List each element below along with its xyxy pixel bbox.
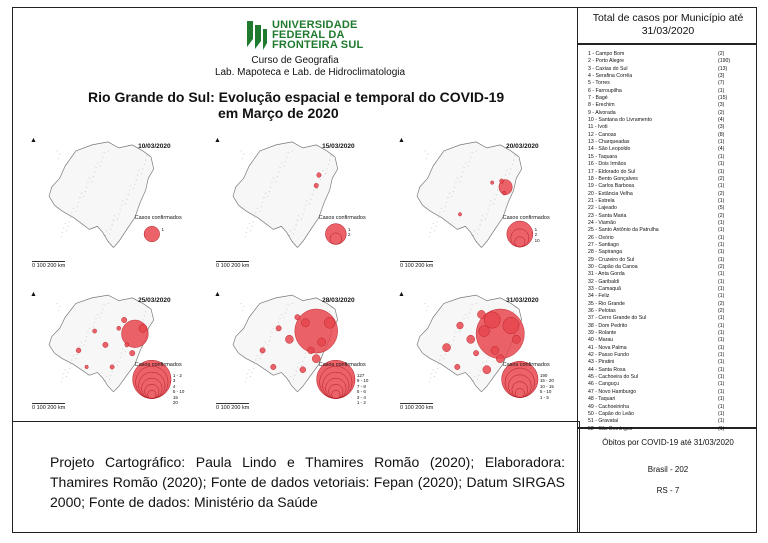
municipality-count: (2) (718, 175, 725, 182)
municipality-count: (1) (718, 366, 725, 373)
legend-value: 10 (534, 237, 540, 243)
legend-value: 9 - 10 (356, 378, 369, 384)
municipality-row (588, 301, 740, 308)
obitos-block (580, 434, 756, 495)
north-arrow-icon: ▲ (398, 137, 405, 144)
municipality-row (588, 66, 740, 73)
municipality-row (588, 404, 740, 411)
municipality-row (588, 154, 740, 161)
municipality-row (588, 286, 740, 293)
scale-bar: 0 100 200 km (32, 263, 66, 269)
municipality-row (588, 183, 740, 190)
municipality-name: 24 - Viamão (588, 219, 616, 226)
map-panel (212, 287, 384, 417)
municipality-name: 42 - Passo Fundo (588, 352, 629, 359)
legend-value: 20 (172, 400, 178, 406)
municipality-count: (3) (718, 102, 725, 109)
municipality-row (588, 381, 740, 388)
municipality-row (588, 308, 740, 315)
municipality-name: 8 - Erechim (588, 102, 615, 109)
municipality-count: (1) (718, 418, 725, 425)
municipality-name: 7 - Bagé (588, 95, 608, 102)
case-bubble (295, 309, 338, 353)
legend-value: 15 (172, 394, 178, 400)
municipality-name: 47 - Novo Hamburgo (588, 388, 637, 395)
scale-bar: 0 100 200 km (32, 405, 66, 411)
municipality-name: 19 - Carlos Barbosa (588, 183, 635, 190)
municipality-count: (1) (718, 234, 725, 241)
municipality-row (588, 389, 740, 396)
municipality-row (588, 323, 740, 330)
municipality-count: (1) (718, 286, 725, 292)
municipality-count: (1) (718, 315, 725, 322)
municipality-row (588, 102, 740, 109)
municipality-count: (1) (718, 359, 725, 366)
municipality-name: 49 - Cachoeirinha (588, 403, 629, 410)
municipality-name: 5 - Torres (588, 80, 610, 87)
municipality-name: 23 - Santa Maria (588, 212, 627, 219)
municipality-row (588, 426, 740, 433)
municipality-count: (2) (718, 308, 725, 315)
municipality-count: (2) (718, 263, 725, 270)
panel-date: 10/03/2020 (138, 143, 171, 150)
case-bubble (125, 343, 129, 347)
municipality-name: 29 - Cruzeiro do Sul (588, 256, 635, 263)
north-arrow-icon: ▲ (398, 291, 405, 298)
obitos-rs: RS - 7 (656, 486, 680, 495)
north-arrow-icon: ▲ (214, 291, 221, 298)
municipality-row (588, 132, 740, 139)
municipality-count: (1) (718, 337, 725, 344)
legend-value: 5 - 10 (172, 389, 185, 395)
municipality-name: 28 - Sapiranga (588, 249, 623, 256)
municipality-count: (1) (718, 227, 725, 234)
rs-map (212, 133, 384, 275)
municipality-name: 48 - Taquari (588, 396, 616, 403)
legend-value: 1 - 5 (539, 394, 549, 400)
municipality-count: (1) (718, 396, 725, 403)
municipality-count: (1) (718, 168, 725, 175)
legend-value: 1 - 2 (172, 372, 182, 378)
panel-date: 25/03/2020 (138, 297, 171, 304)
state-outline (233, 142, 338, 248)
municipality-name: 30 - Capão da Canoa (588, 263, 638, 270)
municipality-count: (2) (718, 109, 725, 116)
case-bubble (443, 343, 451, 351)
rs-map (396, 133, 568, 275)
municipality-row (588, 345, 740, 352)
municipality-count: (1) (718, 388, 725, 395)
municipality-name: 44 - Santa Rosa (588, 366, 626, 373)
credits-text: Projeto Cartográfico: Paula Lindo e Thamires Romão (2020); Elaboradora: Thamires Romão (2020); Fonte de dados vetoriais: Fepan (2020); Datum SIRGAS 2000; Fonte de dados: Ministério da Saúde (50, 454, 565, 510)
municipality-count: (15) (718, 95, 728, 102)
municipality-list (588, 51, 740, 433)
municipality-name: 13 - Charqueadas (588, 139, 630, 146)
municipality-row (588, 242, 740, 249)
map-panel (28, 133, 200, 275)
legend-value: 1 (534, 226, 538, 232)
municipality-count: (2) (718, 212, 725, 219)
municipality-name: 11 - Ivoti (588, 124, 608, 131)
municipality-count: (1) (718, 139, 725, 146)
municipality-count: (1) (718, 219, 725, 226)
course-label: Curso de Geografia (251, 55, 339, 66)
case-bubble (491, 346, 499, 354)
north-arrow-icon: ▲ (214, 137, 221, 144)
municipality-name: 35 - Rio Grande (588, 300, 625, 307)
municipality-count: (1) (718, 278, 725, 285)
municipality-row (588, 169, 740, 176)
municipality-row (588, 88, 740, 95)
case-bubble (317, 173, 321, 178)
municipality-count: (1) (718, 153, 725, 160)
north-arrow-icon: ▲ (30, 137, 37, 144)
municipality-row (588, 418, 740, 425)
legend-title: Casos confirmados (502, 215, 550, 222)
municipality-row (588, 249, 740, 256)
municipality-count: (7) (718, 80, 725, 87)
case-bubble (300, 367, 306, 373)
municipality-name: 20 - Estância Velha (588, 190, 633, 197)
municipality-row (588, 176, 740, 183)
municipality-count: (2) (718, 190, 725, 197)
state-outline (49, 142, 154, 248)
legend-title: Casos confirmados (318, 362, 366, 369)
municipality-row (588, 352, 740, 359)
legend-value: 1 (348, 226, 351, 232)
municipality-row (588, 227, 740, 234)
municipality-row (588, 374, 740, 381)
municipality-name: 14 - São Leopoldo (588, 146, 631, 153)
case-bubble (271, 364, 276, 370)
municipality-count: (8) (718, 131, 725, 138)
legend-value: 5 - 10 (539, 389, 552, 395)
case-bubble (117, 326, 121, 330)
municipality-name: 51 - Gravataí (588, 418, 619, 425)
municipality-row (588, 205, 740, 212)
scale-bar: 0 100 200 km (216, 263, 250, 269)
municipality-name: 25 - Santo Antônio da Patrulha (588, 227, 659, 234)
municipality-row (588, 396, 740, 403)
case-bubble (318, 338, 326, 346)
municipality-count: (1) (718, 403, 725, 410)
municipality-count: (3) (718, 73, 725, 80)
municipality-name: 4 - Serafina Corrêa (588, 73, 633, 80)
legend-value: 3 - 4 (356, 394, 366, 400)
panel-date: 28/03/2020 (322, 297, 355, 304)
case-bubble (130, 350, 135, 356)
case-bubble (139, 324, 147, 332)
municipality-name: 27 - Santiago (588, 241, 619, 248)
municipality-row (588, 293, 740, 300)
scale-bar: 0 100 200 km (216, 405, 250, 411)
municipality-count: (1) (718, 330, 725, 337)
scale-bar: 0 100 200 km (400, 263, 434, 269)
map-panel (396, 133, 568, 275)
legend-value: 1 (161, 226, 164, 232)
case-bubble (500, 179, 504, 184)
municipality-name: 18 - Bento Gonçalves (588, 175, 638, 182)
municipality-name: 3 - Caxias do Sul (588, 65, 628, 72)
municipality-name: 38 - Dom Pedrito (588, 322, 628, 329)
municipality-row (588, 337, 740, 344)
municipality-count: (1) (718, 161, 725, 168)
case-bubble (314, 183, 318, 188)
municipality-row (588, 220, 740, 227)
municipality-name: 17 - Eldorado do Sul (588, 168, 636, 175)
scale-bar: 0 100 200 km (400, 405, 434, 411)
municipality-row (588, 257, 740, 264)
case-bubble (276, 326, 281, 332)
municipality-name: 34 - Feliz (588, 293, 610, 300)
municipality-name: 10 - Santana do Livramento (588, 117, 653, 124)
case-bubble (457, 322, 464, 329)
municipality-name: 36 - Pelotas (588, 308, 616, 315)
legend-value: 190 (539, 372, 548, 378)
municipality-row (588, 330, 740, 337)
municipality-name: 39 - Rolante (588, 330, 617, 337)
municipality-count: (1) (718, 183, 725, 190)
municipality-count: (1) (718, 87, 725, 94)
municipality-count: (1) (718, 249, 725, 256)
municipality-name: 46 - Canguçu (588, 381, 620, 388)
municipality-name: 50 - Capão do Leão (588, 410, 634, 417)
case-bubble (503, 317, 519, 334)
case-bubble (308, 347, 315, 354)
municipality-row (588, 198, 740, 205)
case-bubble (479, 326, 490, 337)
legend-symbol (507, 221, 533, 247)
municipality-name: 32 - Garibaldi (588, 278, 620, 285)
municipality-row (588, 117, 740, 124)
university-name: UNIVERSIDADE FEDERAL DA FRONTEIRA SUL (272, 19, 364, 51)
municipality-count: (1) (718, 381, 725, 388)
case-bubble (324, 317, 335, 328)
municipality-count: (2) (718, 300, 725, 307)
municipality-name: 26 - Osório (588, 234, 614, 241)
case-bubble (483, 366, 491, 374)
municipality-count: (4) (718, 146, 725, 153)
case-bubble (473, 350, 478, 356)
case-bubble (503, 191, 506, 195)
case-bubble (93, 329, 97, 333)
municipality-row (588, 359, 740, 366)
municipality-name: 22 - Lajeado (588, 205, 617, 212)
municipality-row (588, 315, 740, 322)
case-bubble (103, 342, 108, 348)
municipality-name: 21 - Estrela (588, 197, 615, 204)
legend-title: Casos confirmados (502, 362, 550, 369)
municipality-row (588, 264, 740, 271)
municipality-row (588, 191, 740, 198)
municipality-count: (13) (718, 65, 728, 72)
municipality-row (588, 367, 740, 374)
municipality-name: 16 - Dois Irmãos (588, 161, 627, 168)
case-bubble (512, 335, 520, 343)
map-panel (28, 287, 200, 417)
municipality-name: 40 - Marau (588, 337, 614, 344)
case-bubble (85, 365, 88, 369)
municipality-name: 33 - Camaquã (588, 286, 621, 292)
case-bubble (121, 317, 126, 323)
municipality-name: 12 - Canoas (588, 131, 617, 138)
case-bubble (491, 181, 494, 185)
legend-value: 4 (172, 383, 176, 389)
municipality-row (588, 58, 740, 65)
obitos-title: Óbitos por COVID-19 até 31/03/2020 (602, 438, 734, 447)
case-bubble (455, 364, 460, 370)
legend-title: Casos confirmados (318, 215, 366, 222)
municipality-count: (4) (718, 117, 725, 124)
municipality-name: 6 - Farroupilha (588, 87, 622, 94)
legend-value: 2 (534, 232, 538, 238)
municipality-count: (3) (718, 124, 725, 131)
municipality-name: 52 - São Domingos (588, 425, 633, 432)
municipality-name: 31 - Anta Gorda (588, 271, 625, 278)
municipality-count: (1) (718, 322, 725, 329)
municipality-row (588, 411, 740, 418)
rs-map (28, 133, 200, 275)
municipality-count: (1) (718, 271, 725, 278)
case-bubble (76, 348, 81, 353)
obitos-brasil: Brasil - 202 (647, 465, 689, 474)
map-panel (212, 133, 384, 275)
municipality-row (588, 73, 740, 80)
municipality-count: (1) (718, 352, 725, 359)
municipality-count: (1) (718, 410, 725, 417)
map-title: Rio Grande do Sul: Evolução espacial e temporal do COVID-19 em Março de 2020 (88, 89, 505, 121)
legend-value: 1 - 2 (356, 400, 366, 406)
municipality-name: 1 - Campo Bom (588, 51, 625, 57)
case-bubble (458, 212, 461, 216)
legend-title: Casos confirmados (134, 362, 182, 369)
municipality-count: (1) (718, 374, 725, 381)
municipality-row (588, 279, 740, 286)
municipality-name: 43 - Piratini (588, 359, 615, 366)
municipality-row (588, 80, 740, 87)
sidebar-title: Total de casos por Município até 31/03/2020 (592, 12, 744, 37)
north-arrow-icon: ▲ (30, 291, 37, 298)
municipality-name: 45 - Cachoeira do Sul (588, 374, 639, 381)
municipality-name: 9 - Alvorada (588, 109, 616, 116)
legend-title: Casos confirmados (134, 215, 182, 222)
case-bubble (467, 335, 475, 343)
municipality-count: (2) (718, 51, 725, 57)
legend-value: 3 (172, 378, 176, 384)
case-bubble (295, 314, 300, 320)
map-panel (396, 287, 568, 417)
panel-date: 20/03/2020 (506, 143, 539, 150)
municipality-row (588, 161, 740, 168)
legend-symbol (144, 226, 160, 242)
case-bubble (260, 348, 265, 354)
municipality-count: (190) (718, 58, 731, 65)
case-bubble (285, 335, 293, 343)
legend-value: 7 - 8 (356, 383, 366, 389)
municipality-row (588, 271, 740, 278)
municipality-count: (1) (718, 344, 725, 351)
municipality-name: 15 - Taquara (588, 153, 618, 160)
legend-value: 15 - 20 (539, 378, 554, 384)
municipality-count: (1) (718, 425, 725, 432)
case-bubble (301, 319, 309, 327)
municipality-count: (5) (718, 205, 725, 212)
municipality-row (588, 124, 740, 131)
panel-date: 31/03/2020 (506, 297, 539, 304)
municipality-count: (1) (718, 256, 725, 263)
municipality-row (588, 95, 740, 102)
municipality-name: 37 - Cerro Grande do Sul (588, 315, 647, 322)
municipality-row (588, 235, 740, 242)
case-bubble (484, 312, 500, 329)
case-bubble (477, 310, 485, 318)
legend-value: 2 (348, 232, 351, 238)
municipality-count: (1) (718, 241, 725, 248)
legend-value: 127 (356, 372, 365, 378)
case-bubble (110, 365, 114, 369)
labs-label: Lab. Mapoteca e Lab. de Hidroclimatologia (214, 67, 406, 78)
panel-date: 15/03/2020 (322, 143, 355, 150)
municipality-name: 2 - Porto Alegre (588, 58, 625, 65)
legend-value: 5 - 6 (356, 389, 366, 395)
municipality-count: (1) (718, 293, 725, 300)
municipality-count: (1) (718, 197, 725, 204)
municipality-row (588, 146, 740, 153)
municipality-name: 41 - Nova Palma (588, 344, 627, 351)
municipality-row (588, 139, 740, 146)
legend-symbol (325, 224, 346, 245)
legend-value: 10 - 15 (539, 383, 554, 389)
municipality-row (588, 51, 740, 58)
municipality-row (588, 110, 740, 117)
university-logo-icon (243, 19, 267, 52)
municipality-row (588, 213, 740, 220)
